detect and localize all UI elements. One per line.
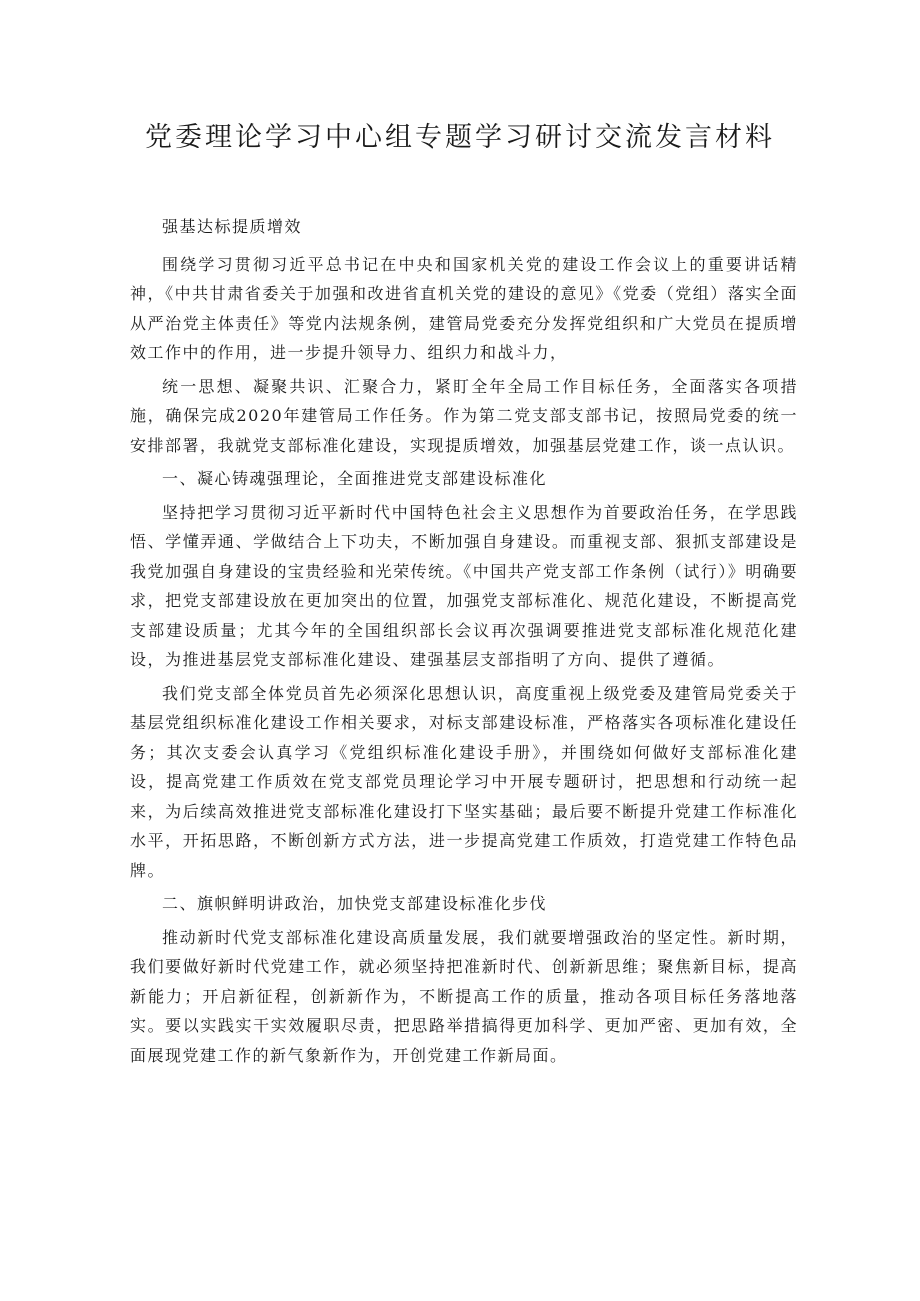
- section-heading-2: 二、旗帜鲜明讲政治，加快党支部建设标准化步伐: [162, 894, 548, 913]
- section-2-paragraph-1: 推动新时代党支部标准化建设高质量发展，我们就要增强政治的坚定性。新时期，我们要做好新时代党建工作，就必须坚持把准新时代、创新新思维；聚焦新目标，提高新能力；开启新征程，创新新作为，不断提高工作的质量，推动各项目标任务落地落实。要以实践实干实效履职尽责，把思路举措搞得更加科学、更加严密、更加有效，全面展现党建工作的新气象新作为，开创党建工作新局面。: [130, 927, 798, 1065]
- document-body: [130, 212, 798, 1074]
- section-1-paragraph-1: 坚持把学习贯彻习近平新时代中国特色社会主义思想作为首要政治任务，在学思践悟、学懂弄通、学做结合上下功夫，不断加强自身建设。而重视支部、狠抓支部建设是我党加强自身建设的宝贵经验和光荣传统。《中国共产党支部工作条例（试行）》明确要求，把党支部建设放在更加突出的位置，加强党支部标准化、规范化建设，不断提高党支部建设质量；尤其今年的全国组织部长会议再次强调要推进党支部标准化规范化建设，为推进基层党支部标准化建设、建强基层支部指明了方向、提供了遵循。: [130, 502, 798, 669]
- intro-paragraph: 围绕学习贯彻习近平总书记在中央和国家机关党的建设工作会议上的重要讲话精神，《中共甘肃省委关于加强和改进省直机关党的建设的意见》《党委（党组）落实全面从严治党主体责任》等党内法规条例，建管局党委充分发挥党组织和广大党员在提质增效工作中的作用，进一步提升领导力、组织力和战斗力，: [130, 254, 798, 362]
- section-heading-1: 一、凝心铸魂强理论，全面推进党支部建设标准化: [162, 469, 548, 488]
- intro-continuation-paragraph: 统一思想、凝聚共识、汇聚合力，紧盯全年全局工作目标任务，全面落实各项措施，确保完成2020年建管局工作任务。作为第二党支部支部书记，按照局党委的统一安排部署，我就党支部标准化建设，实现提质增效，加强基层党建工作，谈一点认识。: [130, 376, 798, 455]
- document-title: 党委理论学习中心组专题学习研讨交流发言材料: [145, 122, 775, 153]
- subtitle-paragraph: 强基达标提质增效: [162, 217, 303, 236]
- section-1-paragraph-2: 我们党支部全体党员首先必须深化思想认识，高度重视上级党委及建管局党委关于基层党组织标准化建设工作相关要求，对标支部建设标准，严格落实各项标准化建设任务；其次支委会认真学习《党组织标准化建设手册》，并围绕如何做好支部标准化建设，提高党建工作质效在党支部党员理论学习中开展专题研讨，把思想和行动统一起来，为后续高效推进党支部标准化建设打下坚实基础；最后要不断提升党建工作标准化水平，开拓思路，不断创新方式方法，进一步提高党建工作质效，打造党建工作特色品牌。: [130, 683, 798, 880]
